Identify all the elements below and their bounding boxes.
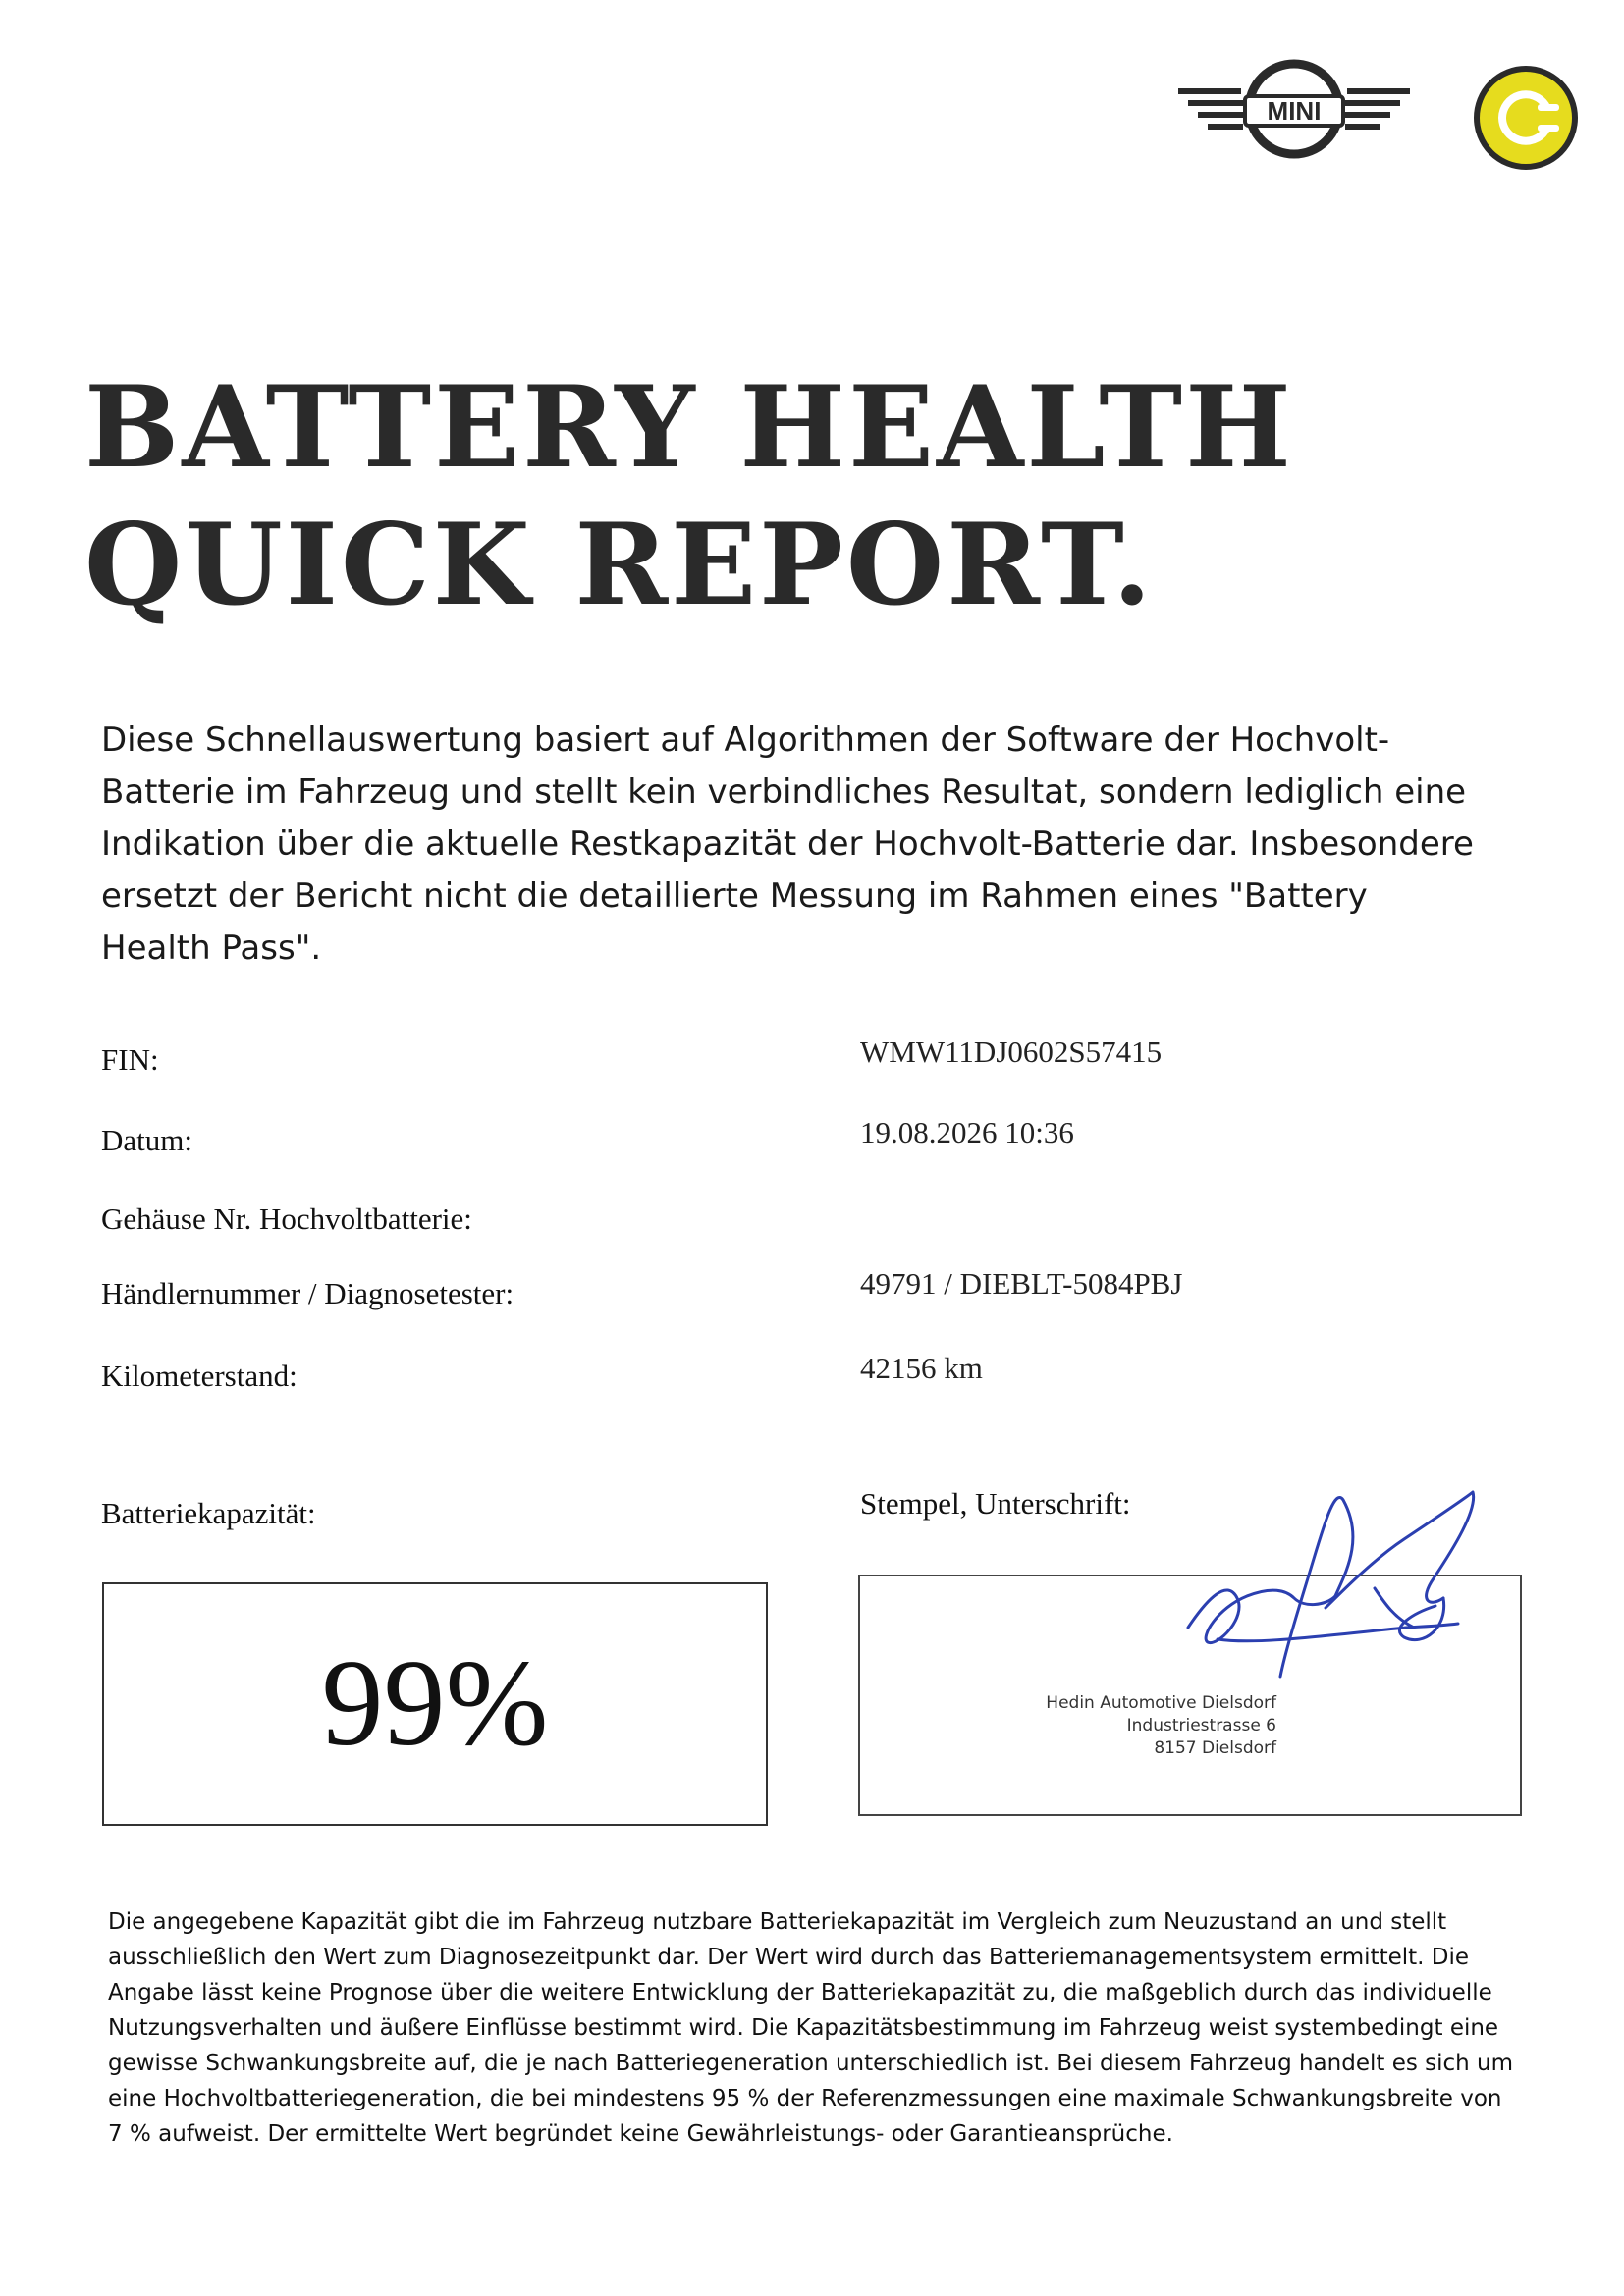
capacity-value: 99% xyxy=(321,1635,549,1772)
haendler-label: Händlernummer / Diagnosetester: xyxy=(101,1276,514,1310)
stamp-line-3: 8157 Dielsdorf xyxy=(1154,1738,1276,1758)
datum-value: 19.08.2026 10:36 xyxy=(860,1115,1074,1149)
fin-label: FIN: xyxy=(101,1042,159,1077)
fin-value: WMW11DJ0602S57415 xyxy=(860,1035,1163,1069)
intro-paragraph: Diese Schnellauswertung basiert auf Algorithmen der Software der Hochvolt-Batterie im Fahrzeug und stellt kein verbindliches Resultat, sondern lediglich eine Indikation über die aktuelle Restkapazität der Hochvolt-Batterie dar. Insbesondere ersetzt der Bericht nicht die detaillierte Messung im Rahmen eines "Battery Health Pass". xyxy=(101,721,1474,968)
stamp-line-1: Hedin Automotive Dielsdorf xyxy=(1046,1693,1276,1713)
haendler-value: 49791 / DIEBLT-5084PBJ xyxy=(860,1266,1183,1301)
disclaimer-paragraph: Die angegebene Kapazität gibt die im Fahrzeug nutzbare Batteriekapazität im Vergleich zum Neuzustand an und stellt ausschließlich den Wert zum Diagnosezeitpunkt dar. Der Wert wird durch das Batteriemanagementsystem ermittelt. Die Angabe lässt keine Prognose über die weitere Entwicklung der Batteriekapazität zu, die maßgeblich durch das individuelle Nutzungsverhalten und äußere Einflüsse bestimmt wird. Die Kapazitätsbestimmung im Fahrzeug weist systembedingt eine gewisse Schwankungsbreite auf, die je nach Batteriegeneration unterschiedlich ist. Bei diesem Fahrzeug handelt es sich um eine Hochvoltbatteriegeneration, die bei mindestens 95 % der Referenzmessungen eine maximale Schwankungsbreite von 7 % aufweist. Der ermittelte Wert begründet keine Gewährleistungs- oder Garantieansprüche. xyxy=(108,1909,1514,2147)
stamp-label: Stempel, Unterschrift: xyxy=(860,1486,1131,1521)
capacity-box xyxy=(102,1582,768,1826)
kilometerstand-value: 42156 km xyxy=(860,1351,983,1385)
stamp-line-2: Industriestrasse 6 xyxy=(1126,1716,1276,1735)
handwritten-signature-icon xyxy=(1178,1480,1502,1745)
report-title-line-1: BATTERY HEALTH xyxy=(84,361,1294,493)
capacity-label: Batteriekapazität: xyxy=(101,1496,316,1530)
mini-logo-text: MINI xyxy=(1267,96,1322,126)
datum-label: Datum: xyxy=(101,1123,192,1157)
mini-wing-logo-icon xyxy=(1174,59,1414,159)
gehaeuse-label: Gehäuse Nr. Hochvoltbatterie: xyxy=(101,1201,472,1236)
kilometerstand-label: Kilometerstand: xyxy=(101,1359,298,1393)
report-title-line-2: QUICK REPORT. xyxy=(84,499,1155,630)
electric-plug-badge-icon xyxy=(1473,65,1579,171)
